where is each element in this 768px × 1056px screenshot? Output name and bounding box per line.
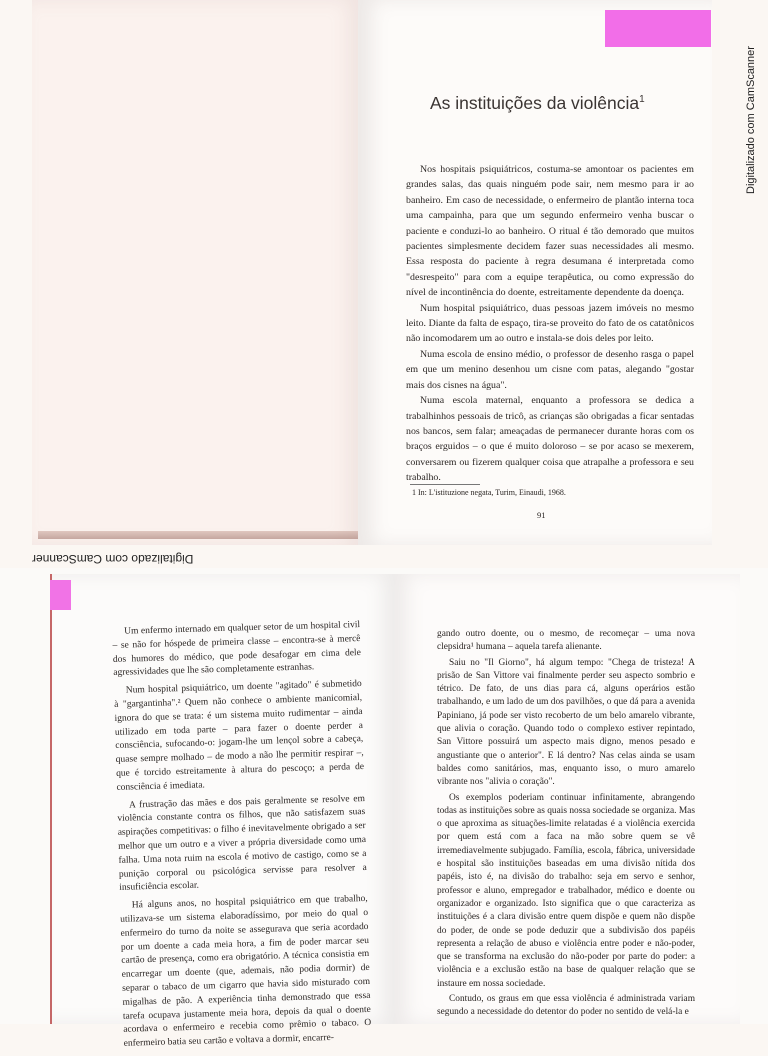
paragraph: Um enfermo internado em qualquer setor de um hospital civil – se não for hóspede de primeira classe – encontra-se à mercê dos humores do médico, que pode desafogar em cima dele agressividades que lhe são completamente estranhas. bbox=[112, 620, 361, 679]
blank-left-page bbox=[32, 0, 359, 545]
paragraph: Saiu no "Il Giorno", há algum tempo: "Chega de tristeza! A prisão de San Vittore vai finalmente perder seu aspecto sombrio e tétrico. De fato, de uns dias para cá, alguns operários estão trabalhando, e um lado de um dos pavilhões, o que dá para a avenida Papiniano, já pode ser visto recoberto de um belo amarelo vibrante, que alivia o coração. Quando todo o complexo estiver repintado, San Vittore possuirá um aspecto mais digno, menos pesado e angustiante que o anterior". E lá dentro? Nas celas ainda se usam baldes como sanitários, mas, enquanto isso, o muro amarelo vibrante nos "alivia o coração". bbox=[437, 657, 695, 788]
paragraph: Nos hospitais psiquiátricos, costuma-se amontoar os pacientes em grandes salas, das quais ninguém pode sair, nem mesmo para ir ao banheiro. Em caso de necessidade, o enfermeiro de plantão interna toca uma campainha, para que um segundo enfermeiro venha buscar o paciente e conduzi-lo ao banheiro. O ritual é tão demorado que muitos pacientes simplesmente decidem fazer suas necessidades ali mesmo. Essa resposta do paciente à regra desumana é interpretada como "desrespeito" para com a equipe terapêutica, ou como expressão do nível de incontinência do doente, estreitamente dependente da doença. bbox=[406, 164, 694, 299]
footnote-divider bbox=[410, 484, 480, 485]
title-footnote-marker: 1 bbox=[639, 94, 645, 106]
page-edge bbox=[38, 531, 358, 539]
paragraph: A frustração das mães e dos pais geralmente se resolve em violência constante contra os filhos, que não satisfazem suas aspirações competitivas: o filho é inevitavelmente obrigado a ser melhor que um outro e a viver a própria diversidade como uma falha. Uma nota ruim na escola é motivo de castigo, como se a punição corporal ou psicológica servisse para resolver a insuficiência escolar. bbox=[117, 793, 367, 894]
page-spine bbox=[50, 574, 52, 1024]
footnote: 1 In: L'istituzione negata, Turim, Einaudi, 1968. bbox=[412, 488, 566, 497]
right-page-body bbox=[437, 628, 695, 1022]
chapter-body bbox=[406, 162, 694, 486]
paragraph: Contudo, os graus em que essa violência é administrada variam segundo a necessidade do detentor do poder no sentido de velá-la e bbox=[437, 994, 695, 1018]
left-page-body bbox=[112, 619, 372, 1056]
chapter-title: As instituições da violência$^1$ bbox=[430, 93, 645, 113]
paragraph: Há alguns anos, no hospital psiquiátrico em que trabalho, utilizava-se um sistema elaboradíssimo, por meio do qual o enfermeiro do turno da noite se assegurava que seria acordado por um doente a cada meia hora, a fim de poder marcar seu cartão de presença, como era obrigatório. A técnica consistia em encarregar um doente (que, ademais, não podia dormir) de separar o tabaco de um cigarro que havia sido misturado com migalhas de pão. A experiência tinha demonstrado que essa tarefa ocupava justamente meia hora, depois da qual o doente acordava o enfermeiro e recebia como prêmio o tabaco. O enfermeiro batia seu cartão e voltava a dormir, encarre- bbox=[120, 894, 372, 1049]
scanner-watermark-inverted: Digitalizado com CamScanner bbox=[32, 552, 194, 566]
paragraph: Os exemplos poderiam continuar infinitamente, abrangendo todas as instituições sobre as quais nossa sociedade se organiza. Mas o que aproxima as situações-limite relatadas é a violência exercida por quem está com a faca na mão sobre quem se vê irremediavelmente subjugado. Família, escola, fábrica, universidade e hospital são instituições baseadas em uma divisão nítida dos papéis, isto é, na divisão do trabalho: seja em servo e senhor, professor e aluno, empregador e trabalhador, médico e doente ou organizador e organizado. Isto significa que o que caracteriza as instituições é a clara divisão entre quem dispõe e quem não dispõe do poder, de onde se pode deduzir que a subdivisão dos papéis representa a relação de abuso e violência entre poder e não-poder, que se transforma na exclusão do não-poder por parte do poder: a violência e a exclusão estão na base de qualquer relação que se instaure em nossa sociedade. bbox=[437, 792, 695, 989]
page-number: 91 bbox=[537, 510, 546, 520]
paragraph: Numa escola de ensino médio, o professor de desenho rasga o papel em que um menino desenhou um cisne com patas, alegando "gostar mais dos cisnes na água". bbox=[406, 348, 694, 391]
paragraph: Num hospital psiquiátrico, um doente "agitado" é submetido à "gargantinha".² Quem não conhece o ambiente manicomial, ignora do que se trata: é um sistema muito rudimentar – ainda utilizado em toda parte – para fazer o doente perder a consciência, sufocando-o: jogam-lhe um lençol sobre a cabeça, quase sempre molhado – de modo a não lhe permitir respirar –, que é torcido estreitamente à altura do pescoço; a perda de consciência é imediata. bbox=[114, 679, 365, 793]
scanner-watermark: Digitalizado com CamScanner bbox=[745, 46, 757, 194]
paragraph: gando outro doente, ou o mesmo, de recomeçar – uma nova clepsidra¹ humana – aquela tarefa alienante. bbox=[437, 629, 695, 653]
paragraph: Numa escola maternal, enquanto a professora se dedica a trabalhinhos pessoais de tricô, as crianças são obrigadas a ficar sentadas nos bancos, sem falar; ameaçadas de permanecer durante horas com os braços erguidos – o que é muito doloroso – se por acaso se mexerem, conversarem ou fizerem qualquer coisa que atrapalhe a professora e seu trabalho. bbox=[406, 395, 694, 484]
pink-sticky-tab bbox=[50, 580, 71, 610]
paragraph: Num hospital psiquiátrico, duas pessoas jazem imóveis no mesmo leito. Diante da falta de espaço, tira-se proveito do fato de os catatônicos não incomodarem um ao outro e instala-se dois deles por leito. bbox=[406, 302, 694, 345]
pink-sticky-tab bbox=[605, 10, 711, 47]
